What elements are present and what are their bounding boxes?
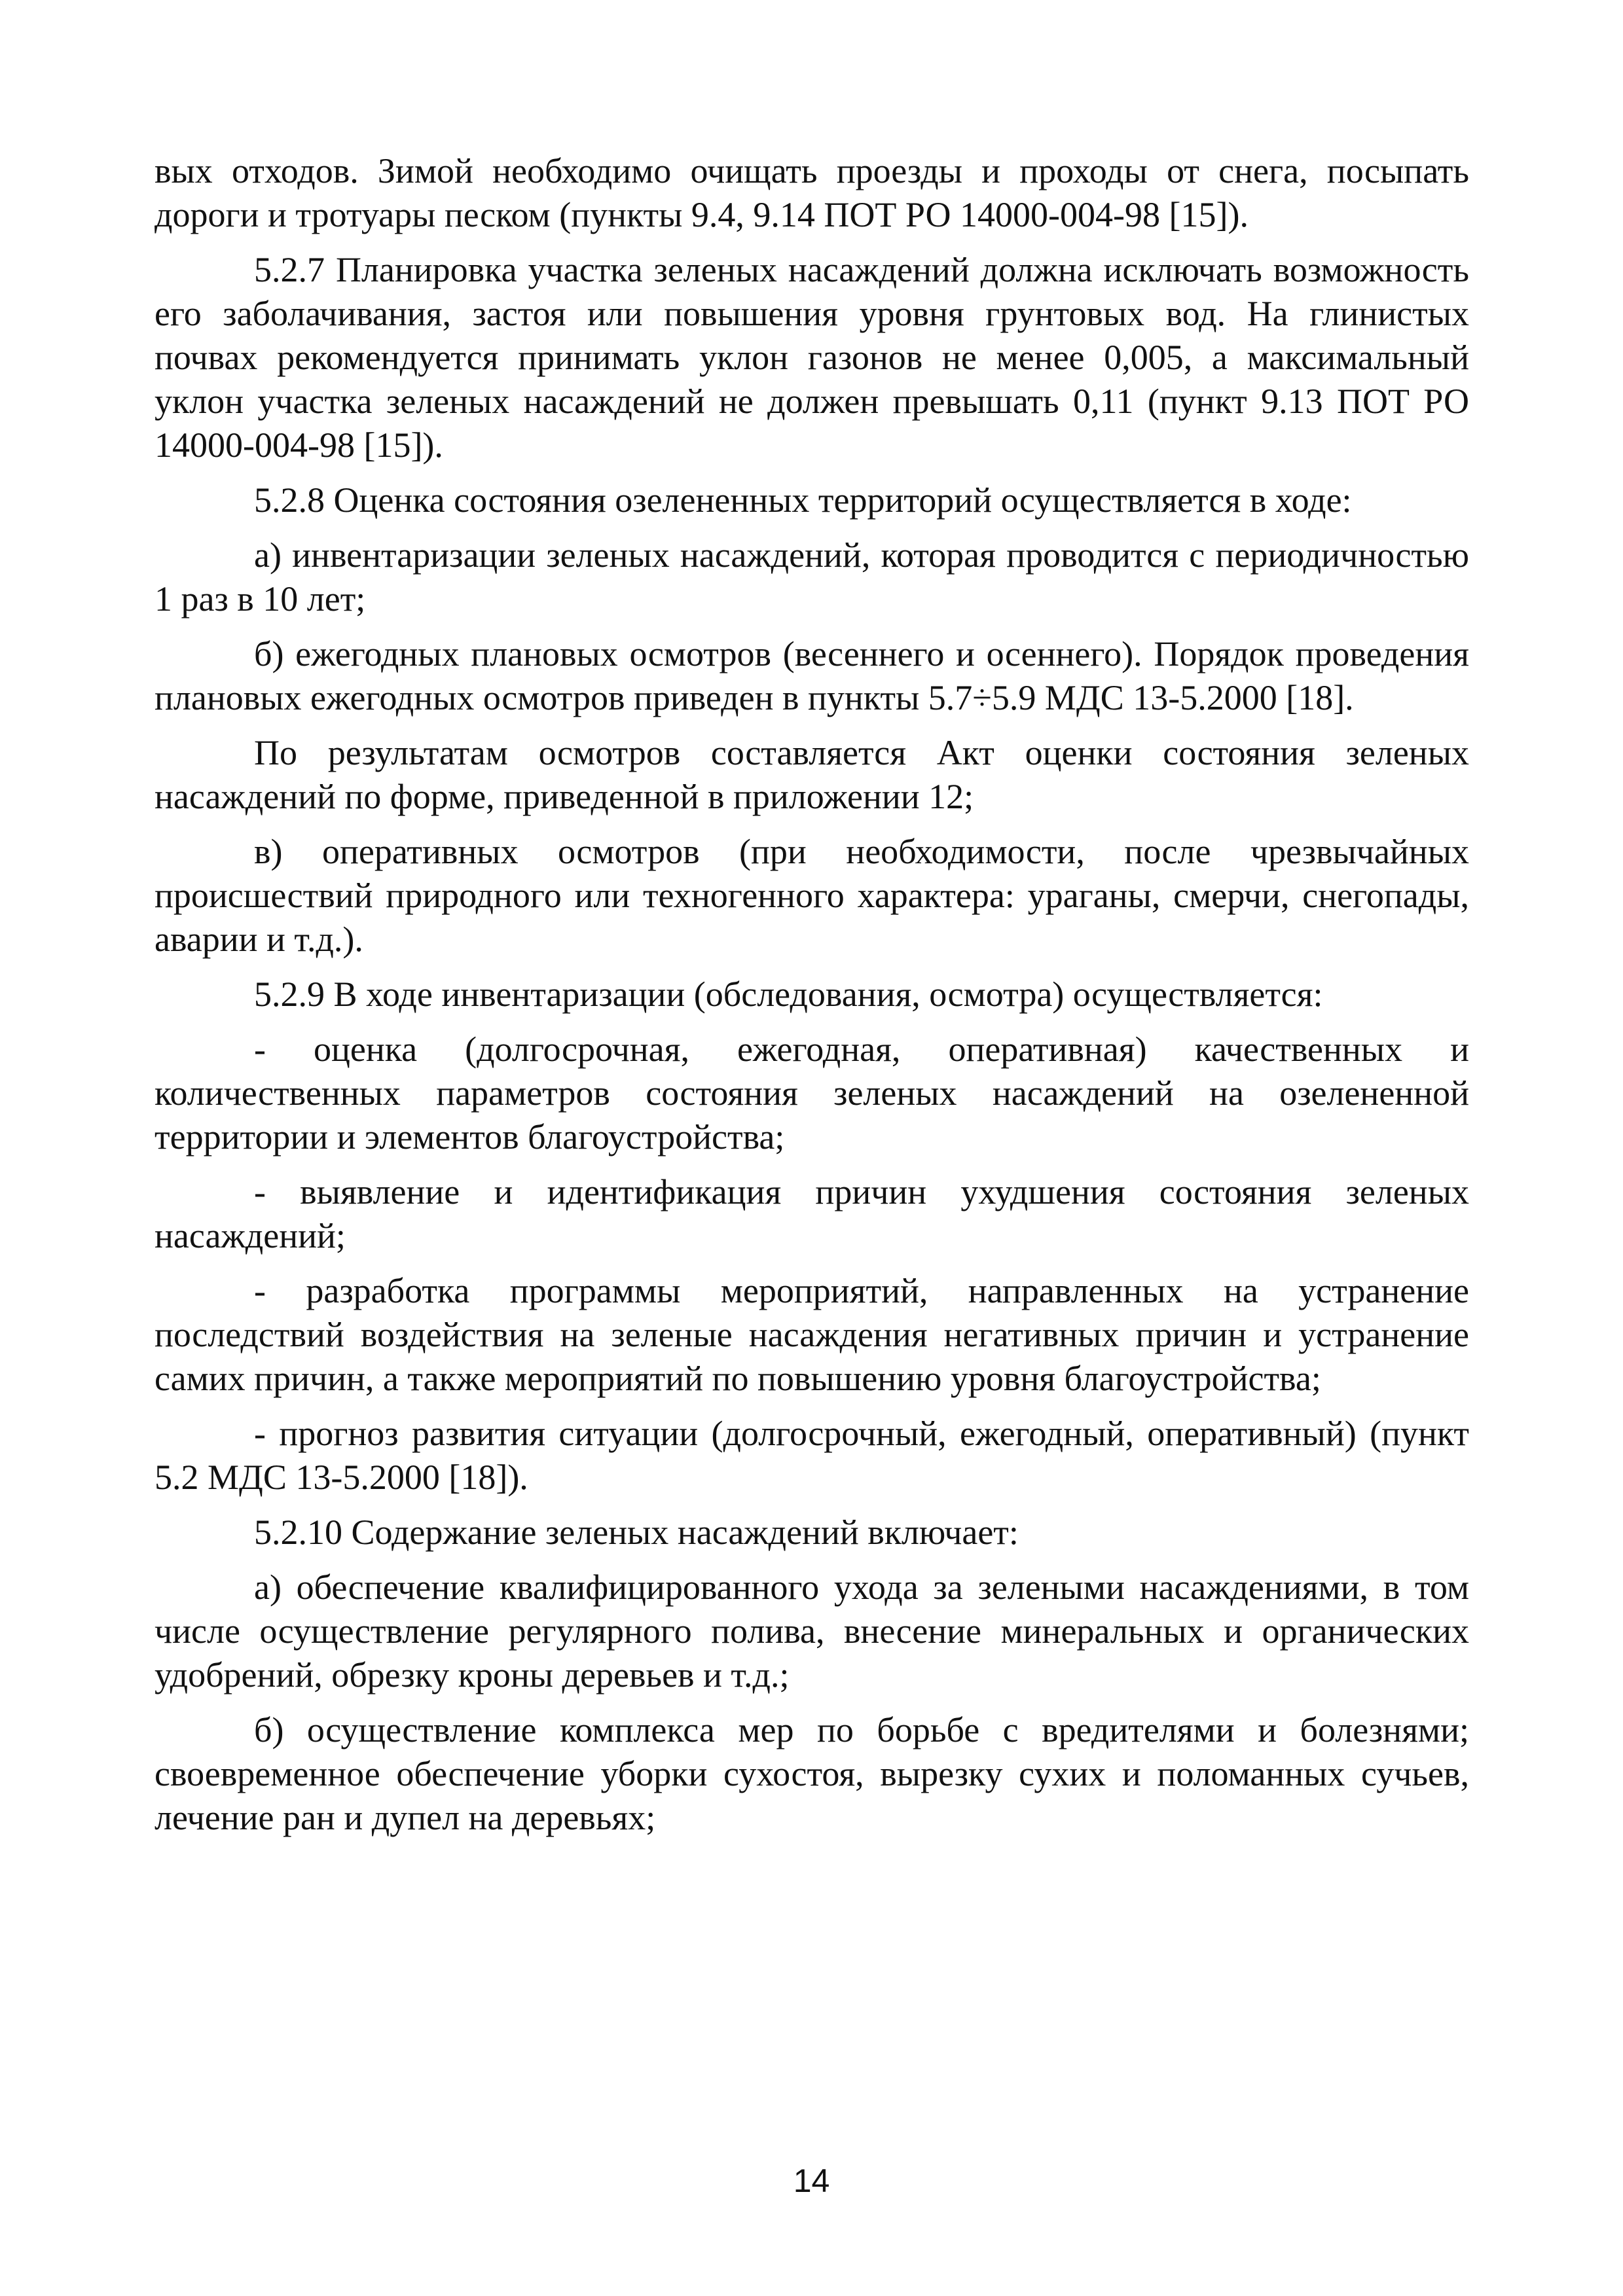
paragraph-5-2-8: 5.2.8 Оценка состояния озелененных территорий осуществляется в ходе:: [254, 480, 1352, 520]
paragraph-waste-snow: вых отходов. Зимой необходимо очищать проезды и проходы от снега, посыпать дороги и тротуары песком (пункты 9.4, 9.14 ПОТ РО 14000-004-98 [15]).: [155, 151, 1469, 234]
paragraph-inspection-act: По результатам осмотров составляется Акт оценки состояния зеленых насаждений по форме, приведенной в приложении 12;: [155, 733, 1469, 816]
paragraph-5-2-10-b: б) осуществление комплекса мер по борьбе с вредителями и болезнями; своевременное обеспечение уборки сухостоя, вырезку сухих и поломанных сучьев, лечение ран и дупел на деревьях;: [155, 1710, 1469, 1837]
paragraph-5-2-8-v: в) оперативных осмотров (при необходимости, после чрезвычайных происшествий природного или техногенного характера: ураганы, смерчи, снегопады, аварии и т.д.).: [155, 832, 1469, 959]
paragraph-5-2-8-a: а) инвентаризации зеленых насаждений, которая проводится с периодичностью 1 раз в 10 лет;: [155, 535, 1469, 619]
paragraph-5-2-9: 5.2.9 В ходе инвентаризации (обследования, осмотра) осуществляется:: [254, 975, 1323, 1014]
list-item-identification: - выявление и идентификация причин ухудшения состояния зеленых насаждений;: [155, 1172, 1469, 1255]
list-item-forecast: - прогноз развития ситуации (долгосрочный, ежегодный, оперативный) (пункт 5.2 МДС 13-5.2000 [18]).: [155, 1414, 1469, 1497]
paragraph-5-2-10: 5.2.10 Содержание зеленых насаждений включает:: [254, 1513, 1019, 1552]
document-body: [155, 149, 1469, 1851]
paragraph-5-2-7: 5.2.7 Планировка участка зеленых насаждений должна исключать возможность его заболачивания, застоя или повышения уровня грунтовых вод. На глинистых почвах рекомендуется принимать уклон газонов не менее 0,005, а максимальный уклон участка зеленых насаждений не должен превышать 0,11 (пункт 9.13 ПОТ РО 14000-004-98 [15]).: [155, 250, 1469, 465]
paragraph-5-2-10-a: а) обеспечение квалифицированного ухода за зелеными насаждениями, в том числе осуществление регулярного полива, внесение минеральных и органических удобрений, обрезку кроны деревьев и т.д.;: [155, 1568, 1469, 1695]
list-item-assessment: - оценка (долгосрочная, ежегодная, оперативная) качественных и количественных параметров состояния зеленых насаждений на озелененной территории и элементов благоустройства;: [155, 1030, 1469, 1157]
list-item-program: - разработка программы мероприятий, направленных на устранение последствий воздействия на зеленые насаждения негативных причин и устранение самих причин, а также мероприятий по повышению уровня благоустройства;: [155, 1271, 1469, 1398]
paragraph-5-2-8-b: б) ежегодных плановых осмотров (весеннего и осеннего). Порядок проведения плановых ежегодных осмотров приведен в пункты 5.7÷5.9 МДС 13-5.2000 [18].: [155, 634, 1469, 717]
page-number: 14: [793, 2162, 830, 2199]
